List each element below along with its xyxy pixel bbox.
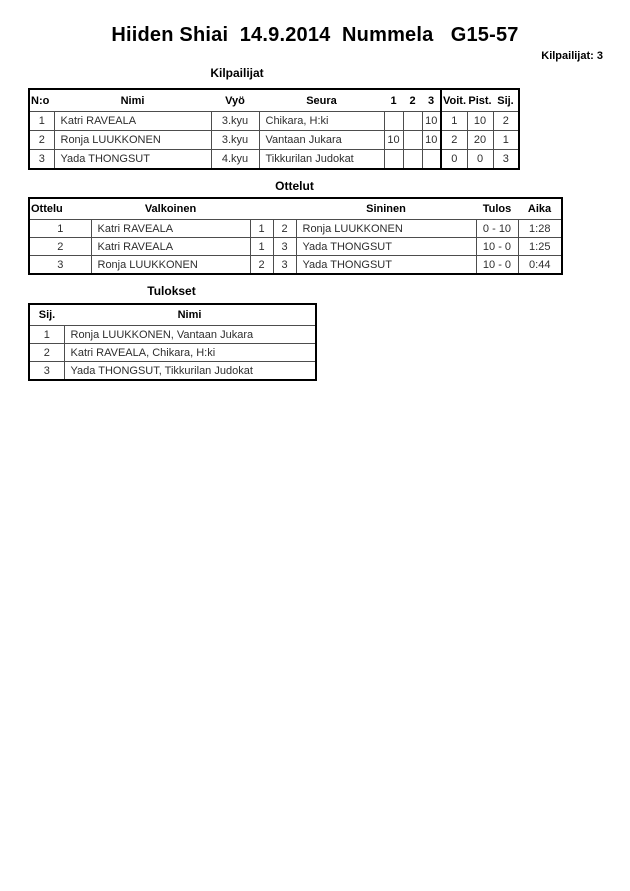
white-competitor: Katri RAVEALA bbox=[91, 220, 250, 238]
competitor-name: Katri RAVEALA bbox=[54, 112, 211, 131]
white-competitor-no: 2 bbox=[250, 256, 273, 275]
competitor-points: 10 bbox=[467, 112, 493, 131]
col-header-wins: Voit. bbox=[441, 89, 467, 112]
col-header-no: N:o bbox=[29, 89, 54, 112]
participants-count: Kilpailijat: 3 bbox=[541, 50, 603, 62]
competitor-club: Chikara, H:ki bbox=[259, 112, 384, 131]
white-competitor-no: 1 bbox=[250, 238, 273, 256]
match-result: 0 - 10 bbox=[476, 220, 518, 238]
match-no: 2 bbox=[29, 238, 91, 256]
competitor-wins: 2 bbox=[441, 131, 467, 150]
result-name: Yada THONGSUT, Tikkurilan Judokat bbox=[64, 362, 316, 381]
col-header-m3: 3 bbox=[422, 89, 441, 112]
matches-heading: Ottelut bbox=[275, 179, 314, 193]
competitor-row bbox=[29, 150, 519, 170]
competitor-belt: 3.kyu bbox=[211, 131, 259, 150]
result-name: Ronja LUUKKONEN, Vantaan Jukara bbox=[64, 326, 316, 344]
col-header-m2: 2 bbox=[403, 89, 422, 112]
result-row bbox=[29, 344, 316, 362]
matches-table bbox=[28, 197, 563, 275]
col-header-club: Seura bbox=[259, 89, 384, 112]
competitors-heading: Kilpailijat bbox=[210, 66, 264, 80]
match2-score bbox=[403, 150, 422, 170]
match1-score bbox=[384, 150, 403, 170]
result-place: 1 bbox=[29, 326, 64, 344]
col-header-name: Nimi bbox=[54, 89, 211, 112]
match-row bbox=[29, 220, 562, 238]
competitor-belt: 4.kyu bbox=[211, 150, 259, 170]
blue-competitor-no: 3 bbox=[273, 238, 296, 256]
col-header-belt: Vyö bbox=[211, 89, 259, 112]
col-header-blue: Sininen bbox=[296, 198, 476, 220]
match2-score bbox=[403, 112, 422, 131]
competitor-name: Yada THONGSUT bbox=[54, 150, 211, 170]
competitor-club: Tikkurilan Judokat bbox=[259, 150, 384, 170]
match1-score bbox=[384, 112, 403, 131]
match-time: 0:44 bbox=[518, 256, 562, 275]
match-time: 1:25 bbox=[518, 238, 562, 256]
result-place: 2 bbox=[29, 344, 64, 362]
match2-score bbox=[403, 131, 422, 150]
match-no: 1 bbox=[29, 220, 91, 238]
match-time: 1:28 bbox=[518, 220, 562, 238]
competitor-no: 1 bbox=[29, 112, 54, 131]
competitor-row bbox=[29, 112, 519, 131]
white-competitor-no: 1 bbox=[250, 220, 273, 238]
col-header-place: Sij. bbox=[29, 304, 64, 326]
competitor-place: 3 bbox=[493, 150, 519, 170]
match1-score: 10 bbox=[384, 131, 403, 150]
match-row bbox=[29, 256, 562, 275]
col-header-m1: 1 bbox=[384, 89, 403, 112]
competitor-club: Vantaan Jukara bbox=[259, 131, 384, 150]
col-header-white: Valkoinen bbox=[91, 198, 250, 220]
match-row bbox=[29, 238, 562, 256]
blue-competitor: Yada THONGSUT bbox=[296, 256, 476, 275]
competitor-place: 2 bbox=[493, 112, 519, 131]
match-no: 3 bbox=[29, 256, 91, 275]
competitor-name: Ronja LUUKKONEN bbox=[54, 131, 211, 150]
page-title: Hiiden Shiai 14.9.2014 Nummela G15-57 bbox=[111, 24, 519, 46]
matches-header-row bbox=[29, 198, 562, 220]
results-heading: Tulokset bbox=[147, 284, 196, 298]
competitors-header-row bbox=[29, 89, 519, 112]
competitors-table bbox=[28, 88, 520, 170]
blue-competitor: Ronja LUUKKONEN bbox=[296, 220, 476, 238]
competitor-no: 3 bbox=[29, 150, 54, 170]
competitor-points: 0 bbox=[467, 150, 493, 170]
result-place: 3 bbox=[29, 362, 64, 381]
competitor-row bbox=[29, 131, 519, 150]
result-row bbox=[29, 326, 316, 344]
competitor-belt: 3.kyu bbox=[211, 112, 259, 131]
competitor-wins: 1 bbox=[441, 112, 467, 131]
col-header-white-no bbox=[250, 198, 273, 220]
results-header-row bbox=[29, 304, 316, 326]
blue-competitor-no: 3 bbox=[273, 256, 296, 275]
competitor-place: 1 bbox=[493, 131, 519, 150]
result-row bbox=[29, 362, 316, 381]
col-header-blue-no bbox=[273, 198, 296, 220]
col-header-name: Nimi bbox=[64, 304, 316, 326]
results-table bbox=[28, 303, 317, 381]
blue-competitor-no: 2 bbox=[273, 220, 296, 238]
match-result: 10 - 0 bbox=[476, 238, 518, 256]
col-header-place: Sij. bbox=[493, 89, 519, 112]
col-header-result: Tulos bbox=[476, 198, 518, 220]
match3-score bbox=[422, 150, 441, 170]
col-header-points: Pist. bbox=[467, 89, 493, 112]
white-competitor: Ronja LUUKKONEN bbox=[91, 256, 250, 275]
match3-score: 10 bbox=[422, 131, 441, 150]
blue-competitor: Yada THONGSUT bbox=[296, 238, 476, 256]
competitor-no: 2 bbox=[29, 131, 54, 150]
result-name: Katri RAVEALA, Chikara, H:ki bbox=[64, 344, 316, 362]
match-result: 10 - 0 bbox=[476, 256, 518, 275]
competitor-wins: 0 bbox=[441, 150, 467, 170]
match3-score: 10 bbox=[422, 112, 441, 131]
col-header-match-no: Ottelu bbox=[29, 198, 91, 220]
col-header-time: Aika bbox=[518, 198, 562, 220]
white-competitor: Katri RAVEALA bbox=[91, 238, 250, 256]
competitor-points: 20 bbox=[467, 131, 493, 150]
